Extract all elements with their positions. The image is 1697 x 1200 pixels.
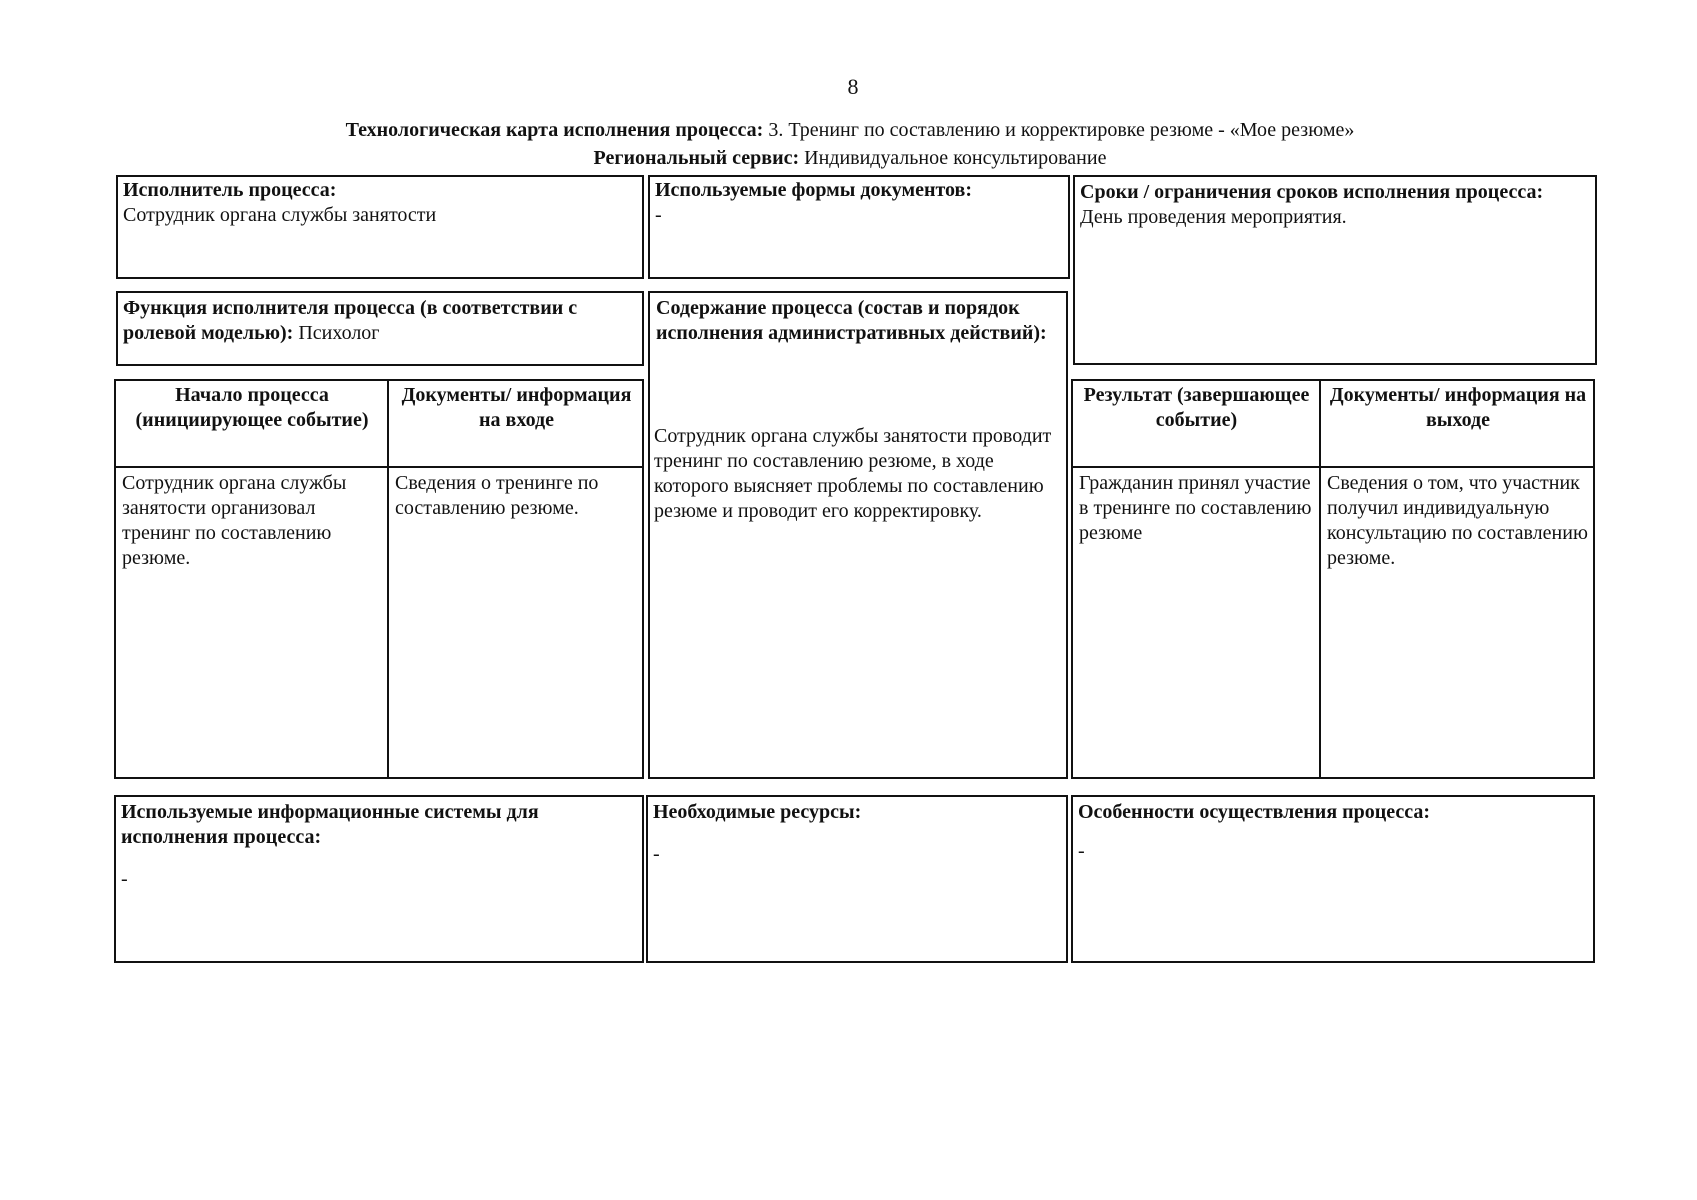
- result-table-divider: [1319, 381, 1321, 777]
- output-docs-value: Сведения о том, что участник получил индивидуальную консультацию по составлению резюме.: [1327, 472, 1588, 569]
- document-title-label: Технологическая карта исполнения процесса:: [345, 119, 764, 141]
- input-docs-value: Сведения о тренинге по составлению резюме.: [395, 472, 599, 519]
- start-table: [114, 379, 644, 779]
- document-title-value: 3. Тренинг по составлению и корректировке резюме - «Мое резюме»: [768, 119, 1355, 141]
- resources-label: Необходимые ресурсы:: [653, 801, 862, 823]
- deadlines-box: [1073, 175, 1597, 365]
- regional-service-label: Региональный сервис:: [593, 147, 800, 169]
- document-forms-box: [648, 175, 1070, 279]
- executor-box: [116, 175, 644, 279]
- executor-function-label: Функция исполнителя процесса (в соответствии с ролевой моделью):: [123, 297, 578, 344]
- features-label: Особенности осуществления процесса:: [1078, 801, 1431, 823]
- result-table-header-line: [1073, 466, 1593, 468]
- process-content-box: [648, 291, 1068, 779]
- process-content-value: Сотрудник органа службы занятости проводит тренинг по составлению резюме, в ходе которого выясняет проблемы по составлению резюме и проводит его корректировку.: [654, 425, 1052, 522]
- start-table-header-line: [116, 466, 642, 468]
- result-event-value: Гражданин принял участие в тренинге по составлению резюме: [1079, 472, 1312, 544]
- input-docs-header: Документы/ информация на входе: [401, 384, 632, 431]
- start-event-value: Сотрудник органа службы занятости организовал тренинг по составлению резюме.: [122, 472, 347, 569]
- regional-service: [180, 146, 1520, 171]
- result-table: [1071, 379, 1595, 779]
- info-systems-box: [114, 795, 644, 963]
- features-value: -: [1078, 840, 1085, 862]
- info-systems-label: Используемые информационные системы для исполнения процесса:: [121, 801, 539, 848]
- start-table-divider: [387, 381, 389, 777]
- resources-box: [646, 795, 1068, 963]
- output-docs-header: Документы/ информация на выходе: [1329, 384, 1587, 431]
- process-content-label: Содержание процесса (состав и порядок исполнения административных действий):: [656, 297, 1047, 344]
- start-event-header: Начало процесса (инициирующее событие): [135, 384, 369, 431]
- resources-value: -: [653, 843, 660, 865]
- deadlines-value: День проведения мероприятия.: [1080, 206, 1347, 228]
- info-systems-value: -: [121, 868, 128, 890]
- features-box: [1071, 795, 1595, 963]
- document-forms-value: -: [655, 204, 662, 226]
- executor-label: Исполнитель процесса:: [123, 179, 337, 201]
- document-title: [180, 118, 1520, 143]
- page-number: 8: [847, 74, 859, 99]
- executor-function-value: Психолог: [298, 322, 380, 344]
- result-event-header: Результат (завершающее событие): [1083, 384, 1310, 431]
- executor-function-box: [116, 291, 644, 366]
- executor-value: Сотрудник органа службы занятости: [123, 204, 437, 226]
- deadlines-label: Сроки / ограничения сроков исполнения процесса:: [1080, 181, 1544, 203]
- regional-service-value: Индивидуальное консультирование: [804, 147, 1107, 169]
- document-forms-label: Используемые формы документов:: [655, 179, 973, 201]
